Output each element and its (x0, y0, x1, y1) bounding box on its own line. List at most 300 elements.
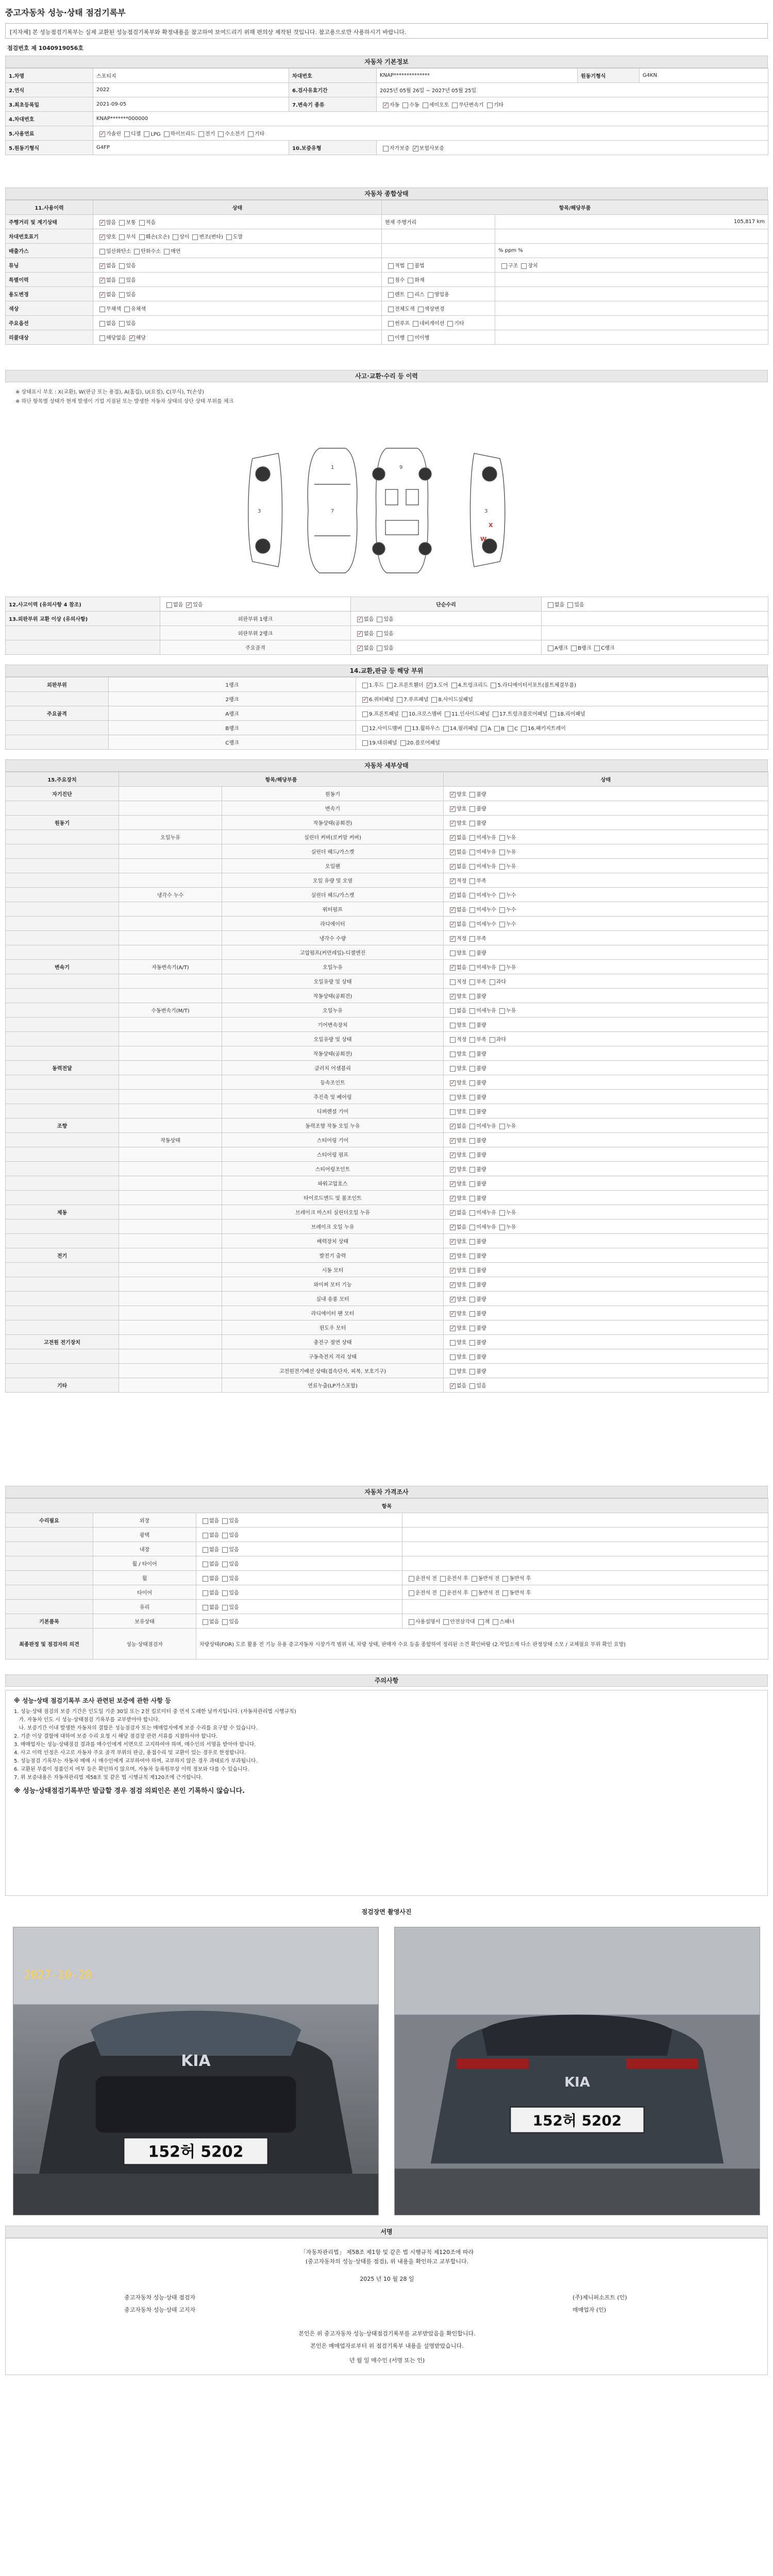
detail-option-label: 부족 (476, 979, 486, 985)
section-detail-header: 자동차 세부상태 (5, 759, 768, 772)
general-sub-checkbox[interactable] (447, 321, 453, 327)
detail-checkbox[interactable] (469, 1340, 475, 1346)
general-sub-checkbox[interactable] (408, 335, 413, 341)
detail-group (119, 1378, 222, 1393)
detail-checkbox[interactable] (469, 1008, 475, 1014)
general-head-row (6, 200, 768, 215)
general-extra-checkbox[interactable] (521, 263, 527, 269)
side-checkbox[interactable] (440, 1576, 446, 1582)
general-checkbox[interactable] (119, 220, 125, 226)
detail-checkbox[interactable] (450, 922, 456, 927)
general-checkbox[interactable] (99, 263, 105, 269)
general-sub-option-label: 이행 (395, 335, 405, 341)
general-checkbox[interactable] (99, 249, 105, 255)
general-checkbox[interactable] (139, 234, 145, 240)
frame-rank-checkbox[interactable] (571, 646, 577, 651)
detail-checkbox[interactable] (469, 1052, 475, 1057)
detail-checkbox[interactable] (469, 1138, 475, 1144)
detail-checkbox[interactable] (469, 951, 475, 956)
detail-state (444, 1306, 768, 1320)
warranty-option-label: 자가보증 (390, 146, 410, 151)
general-sub-checkbox[interactable] (413, 321, 418, 327)
detail-option-label: 적정 (457, 979, 467, 985)
rank-item-checkbox[interactable] (362, 711, 368, 717)
detail-row (6, 931, 768, 945)
detail-checkbox[interactable] (499, 1210, 505, 1216)
basic-item-checkbox[interactable] (478, 1619, 484, 1625)
price-checkbox[interactable] (222, 1619, 228, 1625)
rank-item-checkbox[interactable] (494, 726, 500, 732)
general-sub-checkbox[interactable] (408, 263, 413, 269)
general-sub-checkbox[interactable] (408, 292, 413, 298)
rank-category (6, 721, 109, 735)
fuel-checkbox[interactable] (248, 131, 254, 137)
price-checkbox[interactable] (222, 1590, 228, 1596)
panel-checkbox[interactable] (357, 617, 363, 622)
detail-category (6, 1104, 119, 1118)
side-checkbox[interactable] (502, 1590, 508, 1596)
detail-option (466, 1237, 486, 1245)
transmission-checkbox[interactable] (487, 103, 493, 108)
detail-checkbox[interactable] (469, 1080, 475, 1086)
side-checkbox[interactable] (472, 1576, 477, 1582)
general-checkbox[interactable] (192, 234, 198, 240)
detail-checkbox[interactable] (469, 1196, 475, 1201)
accident-label-2: 단순수리 (351, 597, 542, 612)
detail-option (496, 1208, 516, 1216)
detail-option-label: 미세누수 (476, 907, 496, 913)
detail-option (447, 1295, 466, 1302)
detail-checkbox[interactable] (469, 1311, 475, 1317)
basic-item-option-label: 사용설명서 (415, 1619, 441, 1625)
detail-checkbox[interactable] (450, 907, 456, 913)
detail-checkbox[interactable] (469, 979, 475, 985)
detail-checkbox[interactable] (450, 1210, 456, 1216)
detail-checkbox[interactable] (450, 1268, 456, 1274)
price-checkbox[interactable] (203, 1576, 208, 1582)
detail-checkbox[interactable] (450, 1282, 456, 1288)
side-checkbox[interactable] (409, 1576, 414, 1582)
detail-checkbox[interactable] (469, 1225, 475, 1230)
detail-option-label: 누유 (506, 864, 516, 870)
detail-checkbox[interactable] (450, 1138, 456, 1144)
detail-option (447, 862, 466, 870)
detail-checkbox[interactable] (450, 1196, 456, 1201)
detail-checkbox[interactable] (469, 1326, 475, 1331)
detail-option (466, 963, 496, 971)
warranty-checkbox[interactable] (413, 146, 418, 151)
detail-checkbox[interactable] (469, 1268, 475, 1274)
general-checkbox[interactable] (119, 292, 125, 298)
warranty-checkbox[interactable] (383, 146, 389, 151)
general-checkbox[interactable] (139, 220, 145, 226)
detail-option-label: 양호 (457, 1282, 467, 1288)
detail-checkbox[interactable] (469, 1354, 475, 1360)
detail-checkbox[interactable] (450, 1095, 456, 1100)
detail-option-label: 불량 (476, 1311, 486, 1317)
detail-checkbox[interactable] (450, 1326, 456, 1331)
rank-item-checkbox[interactable] (397, 697, 402, 703)
detail-checkbox[interactable] (450, 994, 456, 999)
general-checkbox[interactable] (99, 335, 105, 341)
rank-item-checkbox[interactable] (445, 711, 450, 717)
side-checkbox[interactable] (409, 1590, 414, 1596)
detail-checkbox[interactable] (450, 1311, 456, 1317)
detail-row (6, 1176, 768, 1191)
rank-item-option (359, 724, 402, 732)
detail-checkbox[interactable] (450, 1181, 456, 1187)
accident-checkbox[interactable] (186, 602, 192, 608)
general-sub-option (410, 319, 444, 327)
transmission-checkbox[interactable] (383, 103, 389, 108)
detail-checkbox[interactable] (499, 907, 505, 913)
detail-checkbox[interactable] (469, 1109, 475, 1115)
detail-checkbox[interactable] (450, 878, 456, 884)
general-sub-checkbox[interactable] (418, 307, 424, 312)
detail-checkbox[interactable] (469, 821, 475, 826)
detail-checkbox[interactable] (469, 878, 475, 884)
detail-option-label: 누유 (506, 1210, 516, 1216)
general-sub-checkbox[interactable] (428, 292, 433, 298)
side-checkbox[interactable] (440, 1590, 446, 1596)
price-checkbox[interactable] (222, 1605, 228, 1611)
detail-checkbox[interactable] (450, 1008, 456, 1014)
side-option (468, 1574, 500, 1582)
rank-item-checkbox[interactable] (431, 697, 437, 703)
rank-item-checkbox[interactable] (443, 726, 449, 732)
general-checkbox[interactable] (99, 278, 105, 283)
detail-option-label: 미세누수 (476, 893, 496, 899)
warranty-option (410, 144, 444, 151)
basic-label-2: 6.검사유효기간 (289, 83, 377, 97)
detail-checkbox[interactable] (450, 1239, 456, 1245)
detail-category (6, 1090, 119, 1104)
detail-checkbox[interactable] (450, 850, 456, 855)
detail-checkbox[interactable] (450, 1066, 456, 1072)
general-checkbox[interactable] (99, 321, 105, 327)
general-checkbox[interactable] (119, 263, 125, 269)
general-sub-checkbox[interactable] (388, 321, 394, 327)
general-checkbox[interactable] (99, 234, 105, 240)
general-sub-checkbox[interactable] (388, 307, 394, 312)
transmission-checkbox[interactable] (423, 103, 428, 108)
rank-item-checkbox[interactable] (362, 726, 368, 732)
side-checkbox[interactable] (502, 1576, 508, 1582)
rank-item-checkbox[interactable] (493, 711, 498, 717)
detail-checkbox[interactable] (469, 1037, 475, 1043)
detail-checkbox[interactable] (450, 1225, 456, 1230)
rank-item-checkbox[interactable] (362, 697, 368, 703)
detail-checkbox[interactable] (490, 979, 495, 985)
detail-checkbox[interactable] (450, 1383, 456, 1389)
detail-checkbox[interactable] (499, 835, 505, 841)
detail-checkbox[interactable] (450, 1354, 456, 1360)
transmission-checkbox[interactable] (452, 103, 458, 108)
general-checkbox[interactable] (99, 307, 105, 312)
detail-checkbox[interactable] (450, 893, 456, 899)
general-checkbox[interactable] (226, 234, 232, 240)
detail-state (444, 787, 768, 801)
detail-checkbox[interactable] (450, 1369, 456, 1375)
detail-checkbox[interactable] (469, 1167, 475, 1173)
detail-checkbox[interactable] (469, 936, 475, 942)
price-category (6, 1571, 93, 1585)
price-checkbox[interactable] (203, 1590, 208, 1596)
rank-item-checkbox[interactable] (402, 711, 408, 717)
detail-checkbox[interactable] (469, 792, 475, 798)
simple-repair-checkbox[interactable] (567, 602, 573, 608)
general-sub-checkbox[interactable] (408, 278, 413, 283)
rank-item-option-label: 16.패키지트레이 (528, 726, 566, 732)
detail-checkbox[interactable] (469, 907, 475, 913)
detail-row (6, 816, 768, 830)
price-checkbox[interactable] (203, 1562, 208, 1567)
general-option-label: 훼손(오손) (145, 234, 170, 240)
detail-option-label: 미세누유 (476, 1008, 496, 1014)
detail-state (444, 801, 768, 816)
detail-option (466, 1179, 486, 1187)
general-option (96, 290, 116, 298)
detail-checkbox[interactable] (469, 1153, 475, 1158)
basic-item-checkbox[interactable] (409, 1619, 414, 1625)
side-option (406, 1588, 437, 1596)
transmission-checkbox[interactable] (402, 103, 408, 108)
panel-option-label: 있음 (383, 646, 394, 651)
price-checkbox[interactable] (222, 1547, 228, 1553)
rank-item-option-label: B (501, 726, 505, 732)
detail-checkbox[interactable] (450, 1080, 456, 1086)
detail-checkbox[interactable] (469, 1095, 475, 1100)
detail-checkbox[interactable] (450, 936, 456, 942)
detail-checkbox[interactable] (469, 1282, 475, 1288)
general-checkbox[interactable] (134, 249, 140, 255)
detail-checkbox[interactable] (450, 1253, 456, 1259)
rank-item-checkbox[interactable] (491, 683, 496, 688)
rank-item-option-label: 12.사이드멤버 (369, 726, 402, 732)
price-checkbox[interactable] (203, 1533, 208, 1538)
parts-header: 14.교환,판금 등 해당 부위 (5, 665, 768, 677)
side-checkbox[interactable] (472, 1590, 477, 1596)
panel-checkbox[interactable] (377, 631, 382, 637)
detail-checkbox[interactable] (469, 1181, 475, 1187)
price-checkbox[interactable] (203, 1547, 208, 1553)
fuel-checkbox[interactable] (218, 131, 224, 137)
fuel-checkbox[interactable] (99, 131, 105, 137)
detail-checkbox[interactable] (469, 806, 475, 812)
general-checkbox[interactable] (124, 307, 130, 312)
detail-row (6, 844, 768, 859)
rank-item-option-label: 13.휠하우스 (412, 726, 440, 732)
general-option (136, 232, 170, 240)
price-row (6, 1513, 768, 1528)
rank-item-checkbox[interactable] (362, 740, 368, 746)
general-checkbox[interactable] (119, 321, 125, 327)
general-sub-option-label: 영업용 (434, 292, 449, 298)
section-sign-header: 서명 (5, 2226, 768, 2238)
detail-checkbox[interactable] (469, 835, 475, 841)
notes-emphasis: ※ 성능·상태점검기록부만 발급할 경우 점검 의뢰인은 본인 기록하시 않습니다. (14, 1787, 245, 1795)
price-checkbox[interactable] (203, 1605, 208, 1611)
detail-checkbox[interactable] (450, 979, 456, 985)
simple-repair-checkbox[interactable] (548, 602, 553, 608)
detail-checkbox[interactable] (469, 1253, 475, 1259)
panel-checkbox[interactable] (357, 646, 363, 651)
general-checkbox[interactable] (129, 335, 135, 341)
detail-option (466, 1381, 486, 1389)
detail-checkbox[interactable] (450, 821, 456, 826)
detail-checkbox[interactable] (469, 864, 475, 870)
rank-item-checkbox[interactable] (362, 683, 368, 688)
general-sub-checkbox[interactable] (388, 263, 394, 269)
detail-checkbox[interactable] (450, 1340, 456, 1346)
detail-checkbox[interactable] (499, 864, 505, 870)
general-extra: 105,817 km (495, 215, 768, 229)
detail-checkbox[interactable] (499, 850, 505, 855)
rank-item-checkbox[interactable] (427, 683, 432, 688)
general-sub (382, 287, 495, 301)
detail-checkbox[interactable] (450, 1297, 456, 1302)
detail-checkbox[interactable] (450, 965, 456, 971)
section-general-header: 자동차 종합상태 (5, 188, 768, 200)
general-sub-checkbox[interactable] (388, 278, 394, 283)
general-checkbox[interactable] (119, 278, 125, 283)
detail-checkbox[interactable] (450, 864, 456, 870)
general-option (131, 247, 161, 255)
detail-option-label: 부족 (476, 1037, 486, 1043)
rank-item-option-label: 5.라디에이터서포트(볼트체결부품) (497, 683, 577, 688)
rank-item-checkbox[interactable] (405, 726, 411, 732)
inspector-name: (주)제니퍼소프트 (인) (573, 2294, 627, 2301)
fuel-option-label: LPG (150, 131, 161, 137)
detail-option (447, 1266, 466, 1274)
fuel-checkbox[interactable] (144, 131, 149, 137)
detail-option (447, 977, 466, 985)
detail-option (447, 1078, 466, 1086)
accident-option (183, 600, 203, 608)
detail-checkbox[interactable] (469, 965, 475, 971)
detail-checkbox[interactable] (499, 1225, 505, 1230)
detail-checkbox[interactable] (469, 893, 475, 899)
rank-item-checkbox[interactable] (451, 683, 457, 688)
general-checkbox[interactable] (99, 220, 105, 226)
detail-checkbox[interactable] (469, 922, 475, 927)
accident-rank (542, 612, 768, 626)
detail-checkbox[interactable] (450, 1124, 456, 1129)
general-extra (495, 301, 768, 316)
general-sub-option-label: 적법 (395, 263, 405, 269)
panel-checkbox[interactable] (357, 631, 363, 637)
detail-checkbox[interactable] (469, 1124, 475, 1129)
general-extra-checkbox[interactable] (501, 263, 507, 269)
detail-checkbox[interactable] (469, 1383, 475, 1389)
front-grille (96, 2076, 296, 2133)
detail-checkbox[interactable] (499, 1124, 505, 1129)
panel-checkbox[interactable] (377, 646, 382, 651)
detail-option (466, 905, 496, 913)
accident-checkbox[interactable] (166, 602, 172, 608)
price-checkbox[interactable] (203, 1619, 208, 1625)
rank-item-checkbox[interactable] (550, 711, 556, 717)
general-checkbox[interactable] (173, 234, 178, 240)
detail-checkbox[interactable] (450, 1023, 456, 1028)
price-checkbox[interactable] (203, 1518, 208, 1524)
detail-checkbox[interactable] (499, 1008, 505, 1014)
general-sub-checkbox[interactable] (388, 292, 394, 298)
rank-item-checkbox[interactable] (481, 726, 486, 732)
detail-option-label: 불량 (476, 821, 486, 826)
basic-item-checkbox[interactable] (443, 1619, 449, 1625)
detail-checkbox[interactable] (469, 1369, 475, 1375)
price-state (196, 1528, 402, 1542)
detail-checkbox[interactable] (469, 1023, 475, 1028)
detail-checkbox[interactable] (499, 965, 505, 971)
general-sub (382, 330, 495, 345)
general-checkbox[interactable] (119, 234, 125, 240)
fuel-checkbox[interactable] (198, 131, 204, 137)
price-checkbox[interactable] (222, 1562, 228, 1567)
detail-checkbox[interactable] (450, 1109, 456, 1115)
rank-item-checkbox[interactable] (521, 726, 527, 732)
basic-item-checkbox[interactable] (493, 1619, 498, 1625)
price-checkbox[interactable] (222, 1533, 228, 1538)
frame-rank-checkbox[interactable] (594, 646, 600, 651)
notes-line: 1. 성능·상태 점검의 보증 기간은 인도일 기준 30일 또는 2천 킬로미터 중 먼저 도래한 날까지입니다. (자동차관리법 시행규칙) (14, 1709, 296, 1715)
detail-category: 고전원 전기장치 (6, 1335, 119, 1349)
panel-checkbox[interactable] (377, 617, 382, 622)
detail-checkbox[interactable] (499, 922, 505, 927)
rank-item-checkbox[interactable] (400, 740, 406, 746)
rank-item-option (448, 681, 488, 688)
detail-checkbox[interactable] (450, 1052, 456, 1057)
price-checkbox[interactable] (222, 1576, 228, 1582)
fuel-option-label: 기타 (254, 131, 265, 137)
rank-item-option (397, 738, 440, 746)
notes-heading: ※ 성능·상태 점검기록부 조사 관련된 보증에 관한 사항 등 (14, 1697, 171, 1704)
detail-state (444, 1364, 768, 1378)
general-checkbox[interactable] (164, 249, 170, 255)
detail-checkbox[interactable] (469, 1239, 475, 1245)
fuel-checkbox[interactable] (124, 131, 130, 137)
detail-group (119, 1104, 222, 1118)
detail-checkbox[interactable] (469, 1210, 475, 1216)
detail-checkbox[interactable] (450, 1037, 456, 1043)
side-option-label: 운전석 후 (446, 1576, 468, 1582)
general-option-label: 해당없음 (106, 335, 126, 341)
detail-checkbox[interactable] (450, 951, 456, 956)
rank-item-checkbox[interactable] (387, 683, 393, 688)
rank-item-checkbox[interactable] (508, 726, 513, 732)
general-checkbox[interactable] (99, 292, 105, 298)
detail-checkbox[interactable] (450, 806, 456, 812)
price-extra (402, 1571, 768, 1585)
detail-checkbox[interactable] (499, 893, 505, 899)
general-sub-checkbox[interactable] (388, 335, 394, 341)
detail-checkbox[interactable] (450, 1153, 456, 1158)
detail-checkbox[interactable] (490, 1037, 495, 1043)
detail-checkbox[interactable] (450, 792, 456, 798)
price-checkbox[interactable] (222, 1518, 228, 1524)
detail-checkbox[interactable] (450, 1167, 456, 1173)
detail-state (444, 1162, 768, 1176)
detail-checkbox[interactable] (469, 1297, 475, 1302)
detail-option-label: 양호 (457, 1340, 467, 1346)
detail-checkbox[interactable] (469, 994, 475, 999)
detail-checkbox[interactable] (450, 835, 456, 841)
frame-rank-checkbox[interactable] (548, 646, 553, 651)
detail-checkbox[interactable] (469, 850, 475, 855)
detail-checkbox[interactable] (469, 1066, 475, 1072)
fuel-checkbox[interactable] (164, 131, 170, 137)
